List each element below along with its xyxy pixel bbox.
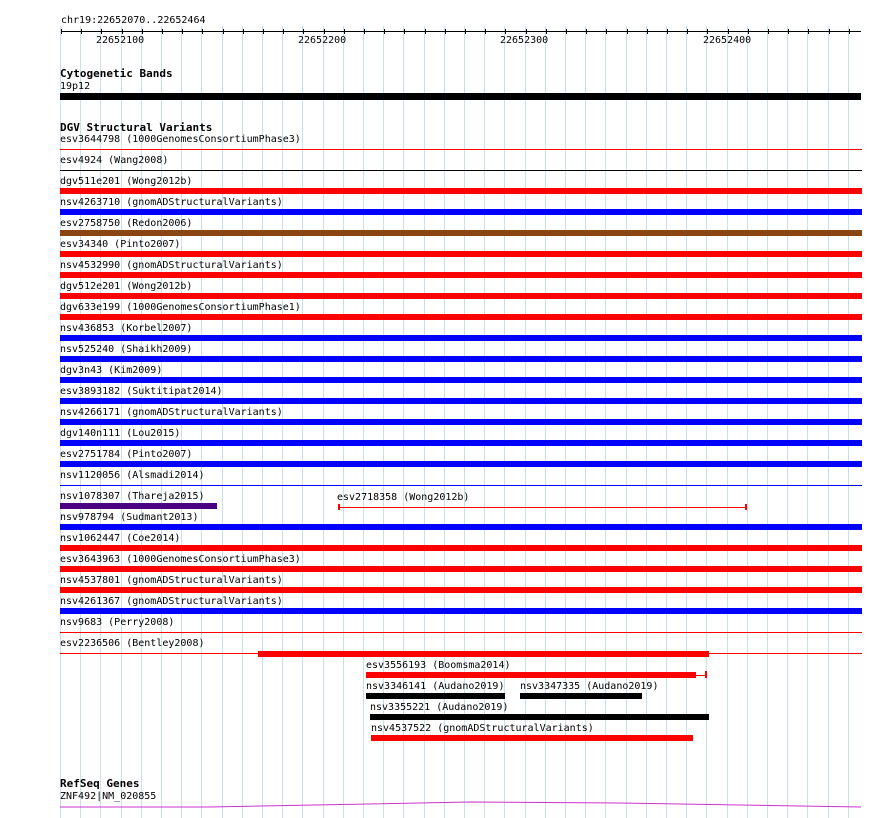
feature-end-tick (745, 504, 747, 510)
ruler-tick (728, 29, 729, 34)
ruler-tick-label: 22652300 (500, 35, 549, 46)
ruler-tick (425, 29, 426, 34)
feature-bar[interactable] (60, 335, 862, 341)
feature-label: esv2718358 (Wong2012b) (337, 492, 470, 503)
ruler-tick (768, 29, 769, 34)
feature-bar[interactable] (60, 419, 862, 425)
feature-bar[interactable] (60, 461, 862, 467)
feature-bar[interactable] (366, 672, 696, 678)
ruler-tick (606, 29, 607, 34)
feature-label: esv3644798 (1000GenomesConsortiumPhase3) (60, 134, 301, 145)
ruler-axis (61, 31, 861, 32)
feature-label: esv3556193 (Boomsma2014) (366, 660, 511, 671)
ruler-tick-label: 22652100 (96, 35, 145, 46)
feature-label: esv4924 (Wang2008) (60, 155, 169, 166)
ruler-tick (849, 29, 850, 34)
ruler-tick (142, 29, 143, 34)
feature-bar[interactable] (60, 314, 862, 320)
feature-label: dgv633e199 (1000GenomesConsortiumPhase1) (60, 302, 301, 313)
ruler-tick (263, 29, 264, 34)
ruler-tick (384, 29, 385, 34)
ruler-tick (344, 29, 345, 34)
feature-label: nsv4266171 (gnomADStructuralVariants) (60, 407, 283, 418)
feature-label: nsv1078307 (Thareja2015) (60, 491, 205, 502)
ruler-tick (526, 29, 527, 34)
feature-label: esv3643963 (1000GenomesConsortiumPhase3) (60, 554, 301, 565)
feature-label: nsv3355221 (Audano2019) (370, 702, 509, 713)
ruler-tick (586, 29, 587, 34)
feature-bar[interactable] (366, 693, 505, 699)
feature-label: dgv3n43 (Kim2009) (60, 365, 163, 376)
feature-label: dgv140n111 (Lou2015) (60, 428, 181, 439)
feature-bar[interactable] (60, 293, 862, 299)
location-label: chr19:22652070..22652464 (61, 15, 206, 26)
ruler-tick (283, 29, 284, 34)
feature-label: nsv4537522 (gnomADStructuralVariants) (371, 723, 594, 734)
feature-label: esv3893182 (Suktitipat2014) (60, 386, 223, 397)
feature-bar[interactable] (60, 566, 862, 572)
ruler-tick (627, 29, 628, 34)
feature-bar[interactable] (60, 209, 862, 215)
feature-end-tick (338, 504, 340, 510)
feature-line[interactable] (60, 170, 862, 171)
feature-label: nsv4537801 (gnomADStructuralVariants) (60, 575, 283, 586)
feature-bar[interactable] (60, 230, 862, 236)
feature-label: esv2758750 (Redon2006) (60, 218, 193, 229)
feature-line[interactable] (338, 507, 747, 508)
ruler-tick (122, 29, 123, 34)
gene-label: ZNF492|NM_020855 (60, 791, 157, 802)
dgv-track-title: DGV Structural Variants (60, 121, 213, 134)
feature-label: esv34340 (Pinto2007) (60, 239, 181, 250)
ruler-tick (748, 29, 749, 34)
ruler-tick (707, 29, 708, 34)
feature-end-tick (705, 671, 707, 678)
ruler-tick (788, 29, 789, 34)
cytoband-label: 19p12 (60, 81, 91, 92)
feature-bar[interactable] (60, 398, 862, 404)
ruler-tick (566, 29, 567, 34)
feature-bar[interactable] (60, 587, 862, 593)
cytobands-track-title: Cytogenetic Bands (60, 67, 173, 80)
gene-model[interactable] (60, 800, 862, 810)
feature-bar[interactable] (60, 440, 862, 446)
feature-bar[interactable] (520, 693, 642, 699)
cytoband-bar[interactable] (60, 93, 861, 100)
feature-bar[interactable] (60, 524, 862, 530)
ruler-tick (808, 29, 809, 34)
ruler-tick (829, 29, 830, 34)
feature-bar[interactable] (371, 735, 693, 741)
feature-bar[interactable] (60, 608, 862, 614)
feature-label: esv2751784 (Pinto2007) (60, 449, 193, 460)
ruler-tick (647, 29, 648, 34)
ruler-tick (465, 29, 466, 34)
ruler-tick (485, 29, 486, 34)
ruler-tick (324, 29, 325, 34)
ruler-tick (101, 29, 102, 34)
ruler-tick (182, 29, 183, 34)
feature-label: esv2236506 (Bentley2008) (60, 638, 205, 649)
ruler-tick (162, 29, 163, 34)
feature-bar[interactable] (258, 651, 709, 657)
feature-bar[interactable] (60, 272, 862, 278)
ruler-tick (445, 29, 446, 34)
feature-label: nsv3346141 (Audano2019) (366, 681, 505, 692)
feature-label: nsv9683 (Perry2008) (60, 617, 175, 628)
feature-label: nsv4261367 (gnomADStructuralVariants) (60, 596, 283, 607)
feature-bar[interactable] (60, 188, 862, 194)
feature-label: nsv1062447 (Coe2014) (60, 533, 181, 544)
ruler-tick (687, 29, 688, 34)
feature-bar[interactable] (60, 356, 862, 362)
feature-label: nsv3347335 (Audano2019) (520, 681, 659, 692)
feature-bar[interactable] (60, 251, 862, 257)
ruler-tick (202, 29, 203, 34)
feature-label: nsv525240 (Shaikh2009) (60, 344, 193, 355)
ruler-tick (546, 29, 547, 34)
feature-bar[interactable] (370, 714, 709, 720)
feature-line[interactable] (60, 149, 862, 150)
feature-line[interactable] (60, 632, 862, 633)
ruler-tick (505, 29, 506, 34)
feature-bar[interactable] (60, 503, 217, 509)
feature-bar[interactable] (60, 545, 862, 551)
refseq-track-title: RefSeq Genes (60, 777, 140, 790)
ruler-tick (404, 29, 405, 34)
ruler-tick (81, 29, 82, 34)
feature-label: dgv512e201 (Wong2012b) (60, 281, 193, 292)
ruler-tick (364, 29, 365, 34)
feature-label: nsv4532990 (gnomADStructuralVariants) (60, 260, 283, 271)
feature-label: nsv978794 (Sudmant2013) (60, 512, 199, 523)
feature-label: nsv4263710 (gnomADStructuralVariants) (60, 197, 283, 208)
ruler-tick (243, 29, 244, 34)
ruler-tick (61, 29, 62, 34)
feature-bar[interactable] (60, 377, 862, 383)
feature-line[interactable] (60, 485, 862, 486)
ruler-tick (223, 29, 224, 34)
feature-label: dgv511e201 (Wong2012b) (60, 176, 193, 187)
feature-label: nsv436853 (Korbel2007) (60, 323, 193, 334)
ruler-tick-label: 22652200 (298, 35, 347, 46)
ruler-tick (667, 29, 668, 34)
ruler-tick (303, 29, 304, 34)
feature-label: nsv1120056 (Alsmadi2014) (60, 470, 205, 481)
ruler-tick-label: 22652400 (703, 35, 752, 46)
